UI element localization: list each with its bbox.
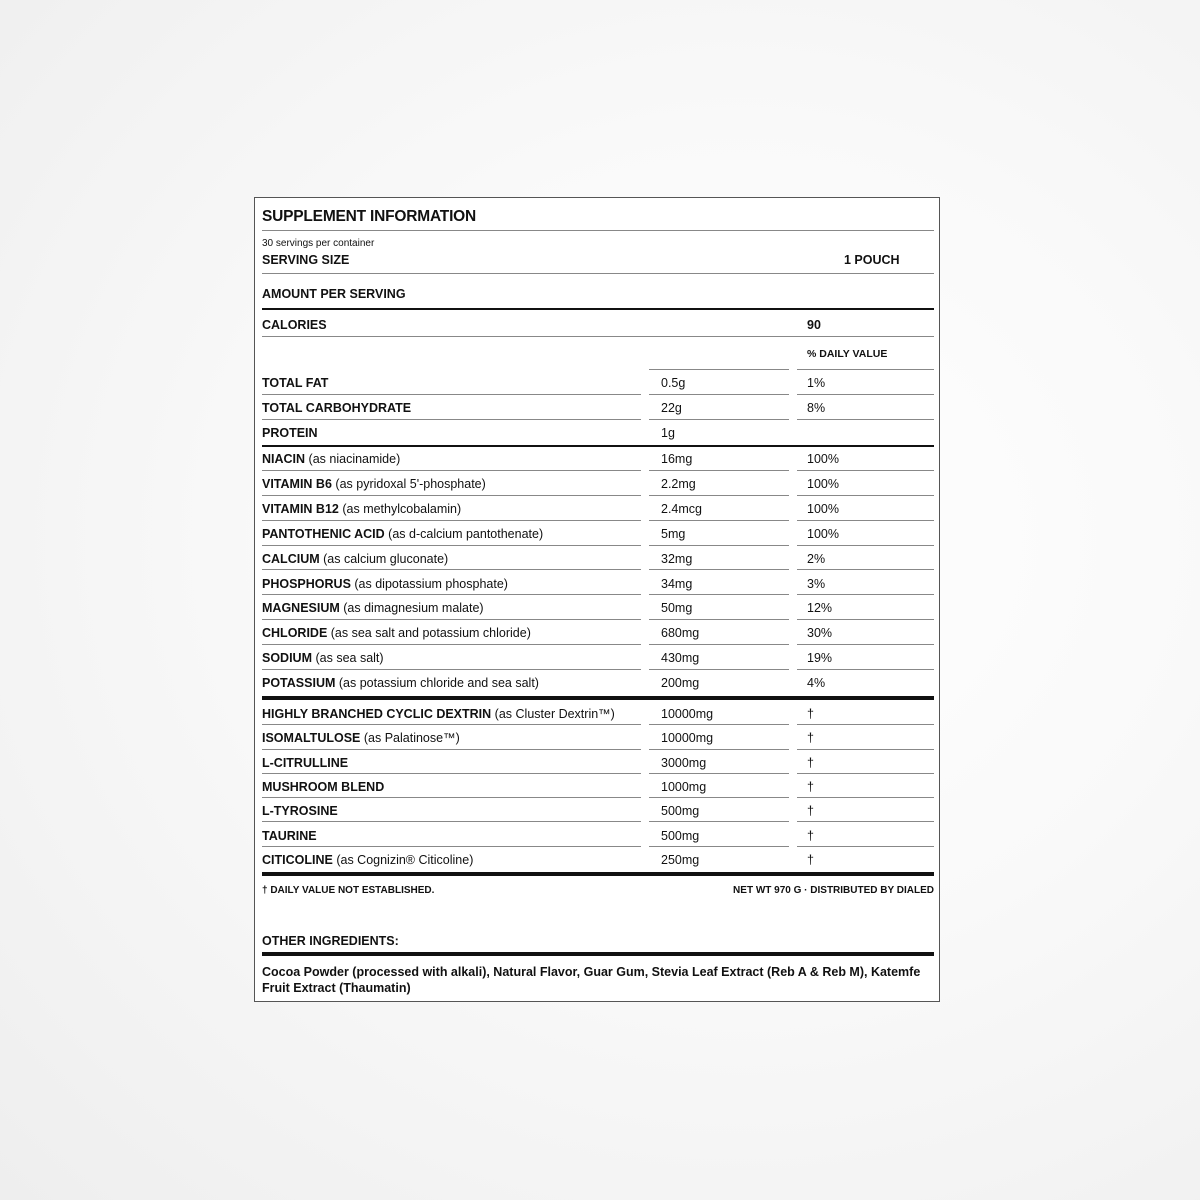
- nutrient-daily-value: †: [807, 707, 814, 721]
- nutrient-name: CALCIUM: [262, 551, 320, 566]
- nutrient-name-cell: [262, 731, 460, 745]
- nutrient-name: PHOSPHORUS: [262, 576, 351, 591]
- nutrient-row: [262, 395, 934, 420]
- nutrient-name-cell: [262, 676, 539, 690]
- nutrient-row: [262, 798, 934, 822]
- divider: [262, 336, 934, 337]
- nutrient-source-note: (as Cluster Dextrin™): [494, 707, 615, 721]
- nutrient-name-cell: [262, 502, 461, 516]
- nutrient-name-cell: [262, 780, 384, 794]
- nutrient-name-cell: [262, 853, 473, 867]
- nutrient-row: [262, 701, 934, 725]
- nutrient-amount: 16mg: [661, 452, 693, 466]
- nutrient-name: SODIUM: [262, 651, 312, 666]
- row-divider: [649, 369, 789, 370]
- nutrient-row: [262, 774, 934, 798]
- net-weight: NET WT 970 G · DISTRIBUTED BY DIALED: [733, 885, 934, 896]
- nutrient-name: POTASSIUM: [262, 676, 336, 691]
- nutrient-name-cell: [262, 426, 318, 440]
- nutrient-amount: 0.5g: [661, 376, 686, 390]
- nutrient-name: PROTEIN: [262, 426, 318, 440]
- nutrient-daily-value: †: [807, 852, 814, 867]
- divider-thick: [262, 308, 934, 310]
- nutrient-daily-value: †: [807, 779, 814, 794]
- nutrient-amount: 3000mg: [661, 755, 707, 770]
- nutrient-name: MAGNESIUM: [262, 601, 340, 616]
- nutrient-amount: 1000mg: [661, 779, 707, 794]
- nutrient-name: HIGHLY BRANCHED CYCLIC DEXTRIN: [262, 707, 492, 721]
- nutrient-daily-value: 3%: [807, 576, 826, 591]
- nutrient-name: VITAMIN B6: [262, 476, 332, 491]
- nutrient-amount: 2.4mcg: [661, 501, 702, 516]
- nutrient-row: [262, 750, 934, 774]
- nutrient-name: L-TYROSINE: [262, 804, 338, 819]
- nutrient-name-cell: [262, 376, 328, 390]
- nutrient-name: TAURINE: [262, 828, 317, 843]
- nutrient-daily-value: †: [807, 804, 814, 819]
- nutrient-amount: 680mg: [661, 626, 700, 641]
- row-divider: [797, 369, 934, 370]
- nutrient-amount: 500mg: [661, 828, 700, 843]
- header-row-rules: [262, 345, 934, 370]
- nutrient-row: [262, 471, 934, 496]
- nutrient-source-note: (as methylcobalamin): [342, 501, 462, 516]
- nutrient-source-note: (as potassium chloride and sea salt): [338, 676, 539, 691]
- nutrient-daily-value: †: [807, 731, 814, 746]
- nutrient-daily-value: 4%: [807, 676, 826, 691]
- divider: [262, 273, 934, 274]
- nutrient-daily-value: 8%: [807, 401, 826, 415]
- nutrient-name-cell: [262, 707, 615, 721]
- nutrient-row: [262, 571, 934, 596]
- nutrient-row: [262, 370, 934, 395]
- nutrient-row: [262, 670, 934, 695]
- nutrient-name-cell: [262, 804, 338, 818]
- nutrient-name: CITICOLINE: [262, 852, 333, 867]
- amount-per-serving-heading: AMOUNT PER SERVING: [262, 287, 406, 301]
- nutrient-name-cell: [262, 651, 384, 665]
- divider-heavy: [262, 696, 934, 700]
- daily-value-header: % DAILY VALUE: [807, 348, 888, 360]
- nutrient-amount: 500mg: [661, 804, 700, 819]
- nutrient-row: [262, 595, 934, 620]
- serving-size-label: SERVING SIZE: [262, 253, 350, 267]
- nutrient-row: [262, 620, 934, 645]
- nutrient-name: TOTAL FAT: [262, 376, 329, 390]
- nutrient-row: [262, 645, 934, 670]
- nutrient-name-cell: [262, 527, 543, 541]
- nutrient-amount: 430mg: [661, 651, 700, 666]
- nutrient-amount: 22g: [661, 401, 682, 415]
- nutrient-amount: 200mg: [661, 676, 700, 691]
- nutrient-source-note: (as sea salt and potassium chloride): [330, 626, 531, 641]
- nutrient-daily-value: 12%: [807, 601, 833, 616]
- daily-value-footnote: † DAILY VALUE NOT ESTABLISHED.: [262, 885, 435, 896]
- nutrient-daily-value: 100%: [807, 452, 839, 466]
- nutrient-name-cell: [262, 626, 531, 640]
- nutrient-amount: 10000mg: [661, 707, 714, 721]
- divider-heavy: [262, 872, 934, 876]
- nutrient-name: VITAMIN B12: [262, 501, 339, 516]
- nutrient-name: CHLORIDE: [262, 626, 328, 641]
- divider-heavy: [262, 952, 934, 956]
- nutrient-row: [262, 446, 934, 471]
- other-ingredients-text: Cocoa Powder (processed with alkali), Natural Flavor, Guar Gum, Stevia Leaf Extract (Reb A & Reb M), Katemfe Fruit Extract (Thaumatin): [262, 965, 921, 995]
- nutrient-daily-value: 2%: [807, 551, 826, 566]
- nutrient-name-cell: [262, 401, 411, 415]
- nutrient-amount: 10000mg: [661, 731, 714, 746]
- nutrient-row: [262, 847, 934, 871]
- serving-size-value: 1 POUCH: [844, 253, 900, 267]
- other-ingredients-title: OTHER INGREDIENTS:: [262, 934, 399, 948]
- nutrient-source-note: (as dipotassium phosphate): [354, 576, 508, 591]
- nutrient-daily-value: 19%: [807, 651, 833, 666]
- nutrient-name: MUSHROOM BLEND: [262, 779, 385, 794]
- calories-label: CALORIES: [262, 318, 327, 332]
- nutrient-source-note: (as sea salt): [315, 651, 384, 666]
- panel-title: SUPPLEMENT INFORMATION: [262, 208, 477, 225]
- nutrient-name: PANTOTHENIC ACID: [262, 526, 385, 541]
- nutrient-amount: 5mg: [661, 526, 686, 541]
- nutrient-name-cell: [262, 552, 448, 566]
- nutrient-daily-value: 100%: [807, 501, 839, 516]
- nutrient-daily-value: 1%: [807, 376, 826, 390]
- nutrient-name: NIACIN: [262, 452, 306, 466]
- nutrient-row: [262, 521, 934, 546]
- nutrient-amount: 50mg: [661, 601, 693, 616]
- nutrient-name-cell: [262, 477, 486, 491]
- nutrient-name-cell: [262, 577, 508, 591]
- nutrient-name-cell: [262, 756, 348, 770]
- servings-per-container: 30 servings per container: [262, 238, 375, 249]
- nutrient-amount: 250mg: [661, 852, 700, 867]
- nutrient-source-note: (as calcium gluconate): [323, 551, 449, 566]
- nutrient-daily-value: 30%: [807, 626, 833, 641]
- nutrient-source-note: (as niacinamide): [308, 452, 401, 466]
- nutrient-source-note: (as pyridoxal 5'-phosphate): [335, 476, 486, 491]
- nutrient-source-note: (as d-calcium pantothenate): [388, 526, 544, 541]
- nutrient-daily-value: 100%: [807, 526, 839, 541]
- nutrient-amount: 32mg: [661, 551, 693, 566]
- nutrient-row: [262, 725, 934, 749]
- nutrient-row: [262, 420, 934, 445]
- supplement-facts-panel: [254, 197, 940, 1002]
- nutrient-amount: 34mg: [661, 576, 693, 591]
- nutrient-name-cell: [262, 452, 400, 466]
- nutrient-name: L-CITRULLINE: [262, 755, 349, 770]
- nutrient-name-cell: [262, 829, 317, 843]
- nutrient-source-note: (as Cognizin® Citicoline): [336, 852, 474, 867]
- nutrient-row: [262, 546, 934, 571]
- nutrient-name-cell: [262, 601, 484, 615]
- nutrient-daily-value: 100%: [807, 476, 839, 491]
- nutrient-name: TOTAL CARBOHYDRATE: [262, 401, 412, 415]
- nutrient-daily-value: †: [807, 755, 814, 770]
- nutrient-amount: 2.2mg: [661, 476, 696, 491]
- nutrient-source-note: (as dimagnesium malate): [343, 601, 484, 616]
- calories-value: 90: [807, 318, 821, 332]
- nutrient-row: [262, 496, 934, 521]
- nutrient-name: ISOMALTULOSE: [262, 731, 361, 746]
- nutrient-daily-value: †: [807, 828, 814, 843]
- nutrient-row: [262, 823, 934, 847]
- nutrient-source-note: (as Palatinose™): [363, 731, 460, 746]
- nutrient-amount: 1g: [661, 426, 675, 440]
- divider: [262, 230, 934, 231]
